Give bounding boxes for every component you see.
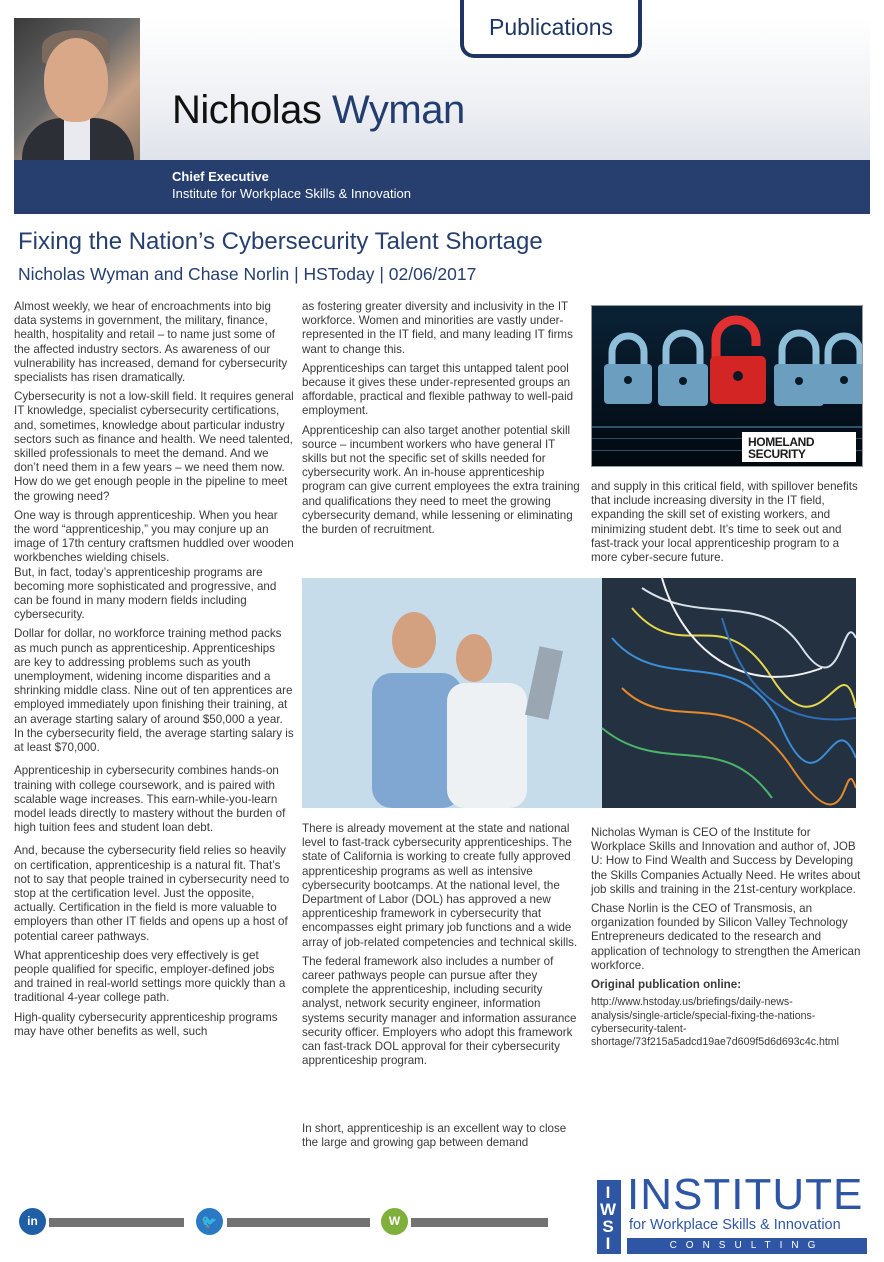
- author-role: Chief Executive: [172, 169, 269, 184]
- iwsi-logo-mark: [597, 1180, 621, 1254]
- article-column-2-top: [302, 300, 582, 542]
- author-bios: [591, 826, 863, 1055]
- source-url-link[interactable]: http://www.hstoday.us/briefings/daily-news-analysis/single-article/special-fixing-the-nations-cybersecurity-talent-shortage/73f215a5adcd19ae7d609f5d6d693c4c.html: [591, 996, 839, 1049]
- bio-wyman: Nicholas Wyman is CEO of the Institute for Workplace Skills and Innovation and author of, JOB U: How to Find Wealth and Success by Developing the Skills Companies Actually Need. He writes about job skills and training in the 21st-century workplace.: [591, 826, 861, 896]
- website-icon[interactable]: [381, 1208, 408, 1235]
- linkedin-bar: [49, 1218, 184, 1227]
- homeland-security-logo: [742, 432, 856, 462]
- paragraph: as fostering greater diversity and inclusivity in the IT workforce. Women and minorities are vastly under-represented in the IT field, and many leading IT firms want to change this.: [302, 300, 573, 356]
- publications-tab[interactable]: [460, 0, 642, 58]
- paragraph: The federal framework also includes a number of career pathways people can pursue after they complete the apprenticeship, including security analyst, network security engineer, information systems security manager and information assurance security officer. Employers who adopt this framework can fast-track DOL approval for their cybersecurity apprenticeship program.: [302, 954, 577, 1068]
- logo-text-line-2: SECURITY: [748, 447, 806, 461]
- logo-title: INSTITUTE: [627, 1170, 864, 1219]
- twitter-icon[interactable]: [196, 1208, 223, 1235]
- bio-norlin: Chase Norlin is the CEO of Transmosis, an organization founded by Silicon Valley Technology Entrepreneurs dedicated to the research and application of technology to strengthen the American workforce.: [591, 902, 861, 972]
- paragraph: Apprenticeships can target this untapped talent pool because it gives these under-represented groups an affordable, practical and flexible pathway to well-paid employment.: [302, 361, 574, 418]
- twitter-bar: [227, 1218, 370, 1227]
- paragraph: Almost weekly, we hear of encroachments into big data systems in government, the military, finance, health, hospitality and retail – to name just some of the affected industry sectors. As awareness of our vulnerability has increased, demand for cybersecurity specialists has risen dramatically.: [14, 300, 288, 385]
- publications-tab-label: Publications: [488, 14, 614, 40]
- paragraph: Apprenticeship in cybersecurity combines hands-on training with college coursework, and is paired with scalable wage increases. This earn-while-you-learn model leads directly to mastery without the burden of high tuition fees and student loan debt.: [14, 764, 286, 835]
- article-title: Fixing the Nation’s Cybersecurity Talent Shortage: [18, 228, 543, 255]
- paragraph: And, because the cybersecurity field relies so heavily on certification, apprenticeship is a natural fit. That’s not to say that people trained in cybersecurity need to stop at the certification level. Just the opposite, actually. Certification in the field is more valuable to employers than other IT fields and opens up a host of potential career pathways.: [14, 844, 290, 943]
- iwsi-letter: S: [602, 1217, 614, 1236]
- paragraph: But, in fact, today’s apprenticeship programs are becoming more sophisticated and progressive, and can be found in many modern fields including cybersecurity.: [14, 565, 277, 622]
- article-column-2-end: [302, 1122, 584, 1155]
- article-column-3-top: [591, 480, 863, 570]
- paragraph: Apprenticeship can also target another potential skill source – incumbent workers who have general IT skills but not the specific set of skills needed for cybersecurity work. An in-house apprenticeship program can give current employees the extra training and qualifications they need to meet the growing cybersecurity demand, while lessening or eliminating the burden of recruitment.: [302, 423, 580, 537]
- article-column-2-bottom: [302, 822, 582, 1073]
- paragraph: One way is through apprenticeship. When you hear the word “apprenticeship,” you may conjure up an image of 17th century craftsmen huddled over wooden workbenches wielding chisels.: [14, 508, 294, 565]
- iwsi-logo-text: [600, 1184, 616, 1252]
- server-room-image: [302, 578, 856, 808]
- linkedin-icon[interactable]: [19, 1208, 46, 1235]
- paragraph: and supply in this critical field, with spillover benefits that include increasing diversity in the IT field, expanding the skill set of existing workers, and minimizing student debt. It’s time to seek out and fast-track your local apprenticeship program to a more cyber-secure future.: [591, 480, 858, 565]
- logo-subtitle: for Workplace Skills & Innovation: [629, 1217, 841, 1233]
- author-name: [172, 88, 465, 133]
- iwsi-letter: W: [600, 1200, 617, 1219]
- twitter-glyph: 🐦: [201, 1214, 218, 1229]
- paragraph: Dollar for dollar, no workforce training method packs as much punch as apprenticeship. Apprenticeships are key to addressing problems such as youth unemployment, widening income disparities and a shrinking middle class. Nine out of ten apprentices are employed immediately upon finishing their training, at an average starting salary of around $50,000 a year. In the cybersecurity field, the average starting salary is at least $70,000.: [14, 627, 294, 755]
- server-room-graphic: [302, 578, 856, 808]
- paragraph: In short, apprenticeship is an excellent way to close the large and growing gap between demand: [302, 1122, 567, 1150]
- iwsi-letter: I: [605, 1234, 611, 1253]
- source-heading: Original publication online:: [591, 978, 742, 992]
- website-bar: [411, 1218, 548, 1227]
- article-byline: Nicholas Wyman and Chase Norlin | HSToday | 02/06/2017: [18, 264, 477, 284]
- website-glyph: W: [388, 1214, 401, 1228]
- author-organization: Institute for Workplace Skills & Innovation: [172, 186, 411, 201]
- author-first-name: Nicholas: [172, 88, 322, 132]
- paragraph: There is already movement at the state and national level to fast-track cybersecurity apprenticeships. The state of California is working to create fully approved apprenticeship programs as well as intensive cybersecurity bootcamps. At the national level, the Department of Labor (DOL) has approved a new apprenticeship framework in cybersecurity that encompasses eight primary job functions and a wide array of job-related competencies and technical skills.: [302, 822, 578, 949]
- logo-text-line-1: HOMELAND: [748, 435, 815, 449]
- logo-tagline: CONSULTING: [627, 1238, 867, 1254]
- role-band: [14, 160, 870, 214]
- paragraph: What apprenticeship does very effectively is get people qualified for specific, employer-defined jobs and trained in real-world settings more quickly than a traditional 4-year college path.: [14, 948, 286, 1005]
- article-column-1: [14, 300, 294, 1044]
- iwsi-letter: I: [605, 1183, 611, 1202]
- paragraph: High-quality cybersecurity apprenticeship programs may have other benefits as well, such: [14, 1010, 278, 1038]
- paragraph: Cybersecurity is not a low-skill field. It requires general IT knowledge, specialist cybersecurity certifications, and, sometimes, knowledge about particular industry sectors such as finance and health. We need talented, skilled professionals to meet the demand. And we don’t need them in a few years – we need them now. How do we get enough people in the pipeline to meet the growing need?: [14, 390, 294, 503]
- linkedin-glyph: in: [27, 1214, 38, 1228]
- author-photo: [14, 18, 140, 160]
- author-last-name: Wyman: [332, 88, 465, 132]
